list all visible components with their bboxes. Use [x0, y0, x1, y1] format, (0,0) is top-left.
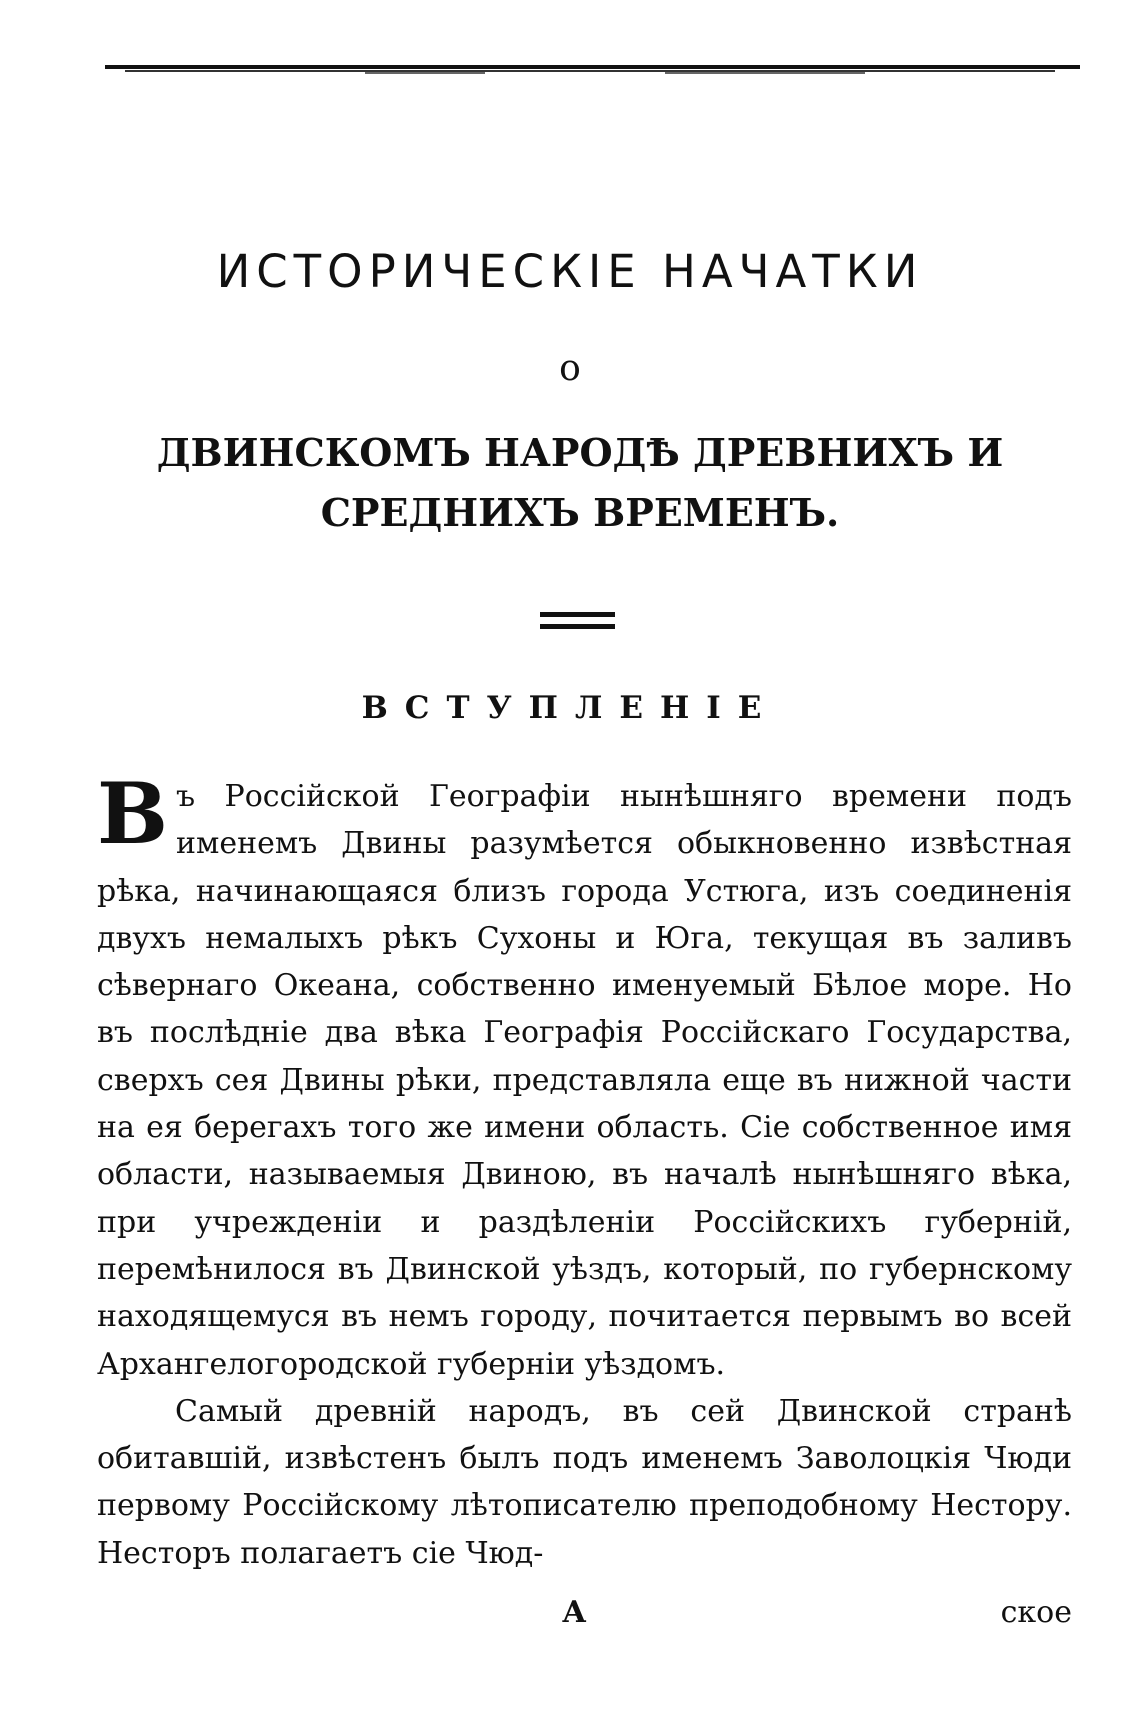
catchword: ское	[1000, 1595, 1072, 1630]
title-connector: о	[559, 348, 581, 389]
paragraph-first	[97, 764, 1072, 1388]
double-rule-divider	[540, 612, 615, 632]
body-text	[97, 764, 1072, 1577]
ornamental-head-rule	[105, 62, 1080, 76]
section-heading: ВСТУПЛЕНІЕ	[361, 690, 779, 726]
page-title: ИСТОРИЧЕСКІЕ НАЧАТКИ	[216, 245, 924, 298]
paragraph-second: Самый древній народъ, въ сей Двинской странѣ обитавшій, извѣстенъ былъ подъ именемъ Заволоцкія Чюди первому Россійскому лѣтописателю преподобному Нестору. Несторъ полагаетъ сіе Чюд-	[97, 1393, 1072, 1571]
signature-mark: А	[562, 1595, 587, 1630]
paragraph-first-text: ъ Россійской Географіи нынѣшняго времени подъ именемъ Двины разумѣется обыкновенно извѣстная рѣка, начинающаяся близъ города Устюга, изъ соединенія двухъ немалыхъ рѣкъ Сухоны и Юга, текущая въ заливъ сѣвернаго Океана, собственно именуемый Бѣлое море. Но въ послѣдніе два вѣка Географія Россійскаго Государства, сверхъ сея Двины рѣки, представляла еще въ нижной части на ея берегахъ того же имени область. Сіе собственное имя области, называемыя Двиною, въ началѣ нынѣшняго вѣка, при учрежденіи и раздѣленіи Россійскихъ губерній, перемѣнилося въ Двинской уѣздъ, который, по губернскому находящемуся въ немъ городу, почитается первымъ во всей Архангелогородской губерніи уѣздомъ.	[97, 779, 1072, 1382]
divider-bar-bottom	[540, 624, 615, 629]
head-rule-graphic	[105, 62, 1080, 76]
drop-cap: В	[97, 764, 168, 863]
page-subtitle: ДВИНСКОМЪ НАРОДѢ ДРЕВНИХЪ И СРЕДНИХЪ ВРЕМЕНЪ.	[156, 430, 1004, 535]
page-footer	[97, 1595, 1072, 1645]
divider-bar-top	[540, 612, 615, 617]
